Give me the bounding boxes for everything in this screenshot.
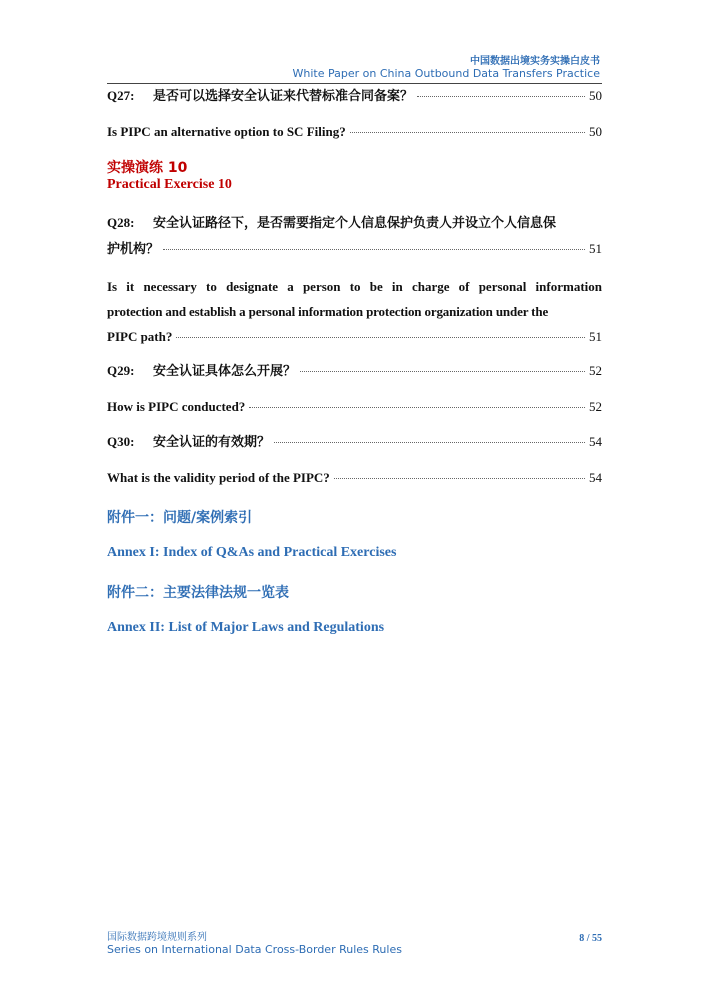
q28-title-en-line3: PIPC path? bbox=[107, 329, 173, 344]
q27-page-en: 50 bbox=[589, 124, 602, 139]
q29-page-cn: 52 bbox=[589, 363, 602, 378]
q30-page-en: 54 bbox=[589, 470, 602, 485]
toc-leader bbox=[334, 478, 585, 479]
q28-title-en-line2: protection and establish a personal information protection organization under the bbox=[107, 304, 549, 319]
exercise-10-title-en[interactable]: Practical Exercise 10 bbox=[107, 177, 232, 192]
annex-1-title-cn[interactable]: 附件一：问题/案例索引 bbox=[107, 510, 253, 526]
q28-number: Q28: bbox=[107, 215, 135, 230]
toc-entry-q29-en[interactable] bbox=[107, 399, 602, 415]
q30-title-cn: 安全认证的有效期？ bbox=[153, 435, 271, 450]
header-divider bbox=[107, 83, 602, 84]
q29-title-en: How is PIPC conducted? bbox=[107, 399, 246, 414]
toc-leader bbox=[176, 337, 585, 338]
toc-entry-q29-cn[interactable] bbox=[107, 363, 602, 380]
toc-entry-q28-en[interactable] bbox=[107, 274, 602, 349]
q27-title-cn: 是否可以选择安全认证来代替标准合同备案？ bbox=[153, 89, 414, 104]
header-title-cn: 中国数据出境实务实操白皮书 bbox=[470, 56, 600, 67]
q29-number: Q29: bbox=[107, 363, 135, 378]
annex-2-title-cn[interactable]: 附件二：主要法律法规一览表 bbox=[107, 585, 289, 601]
annex-2-title-en[interactable]: Annex II: List of Major Laws and Regulations bbox=[107, 620, 385, 635]
q28-title-en-line1: Is it necessary to designate a person to be in charge of personal information bbox=[107, 279, 602, 294]
q29-title-cn: 安全认证具体怎么开展？ bbox=[153, 364, 297, 379]
toc-entry-q28-cn[interactable] bbox=[107, 210, 602, 262]
q27-title-en: Is PIPC an alternative option to SC Filing? bbox=[107, 124, 346, 139]
q30-title-en: What is the validity period of the PIPC? bbox=[107, 470, 330, 485]
q27-page-cn: 50 bbox=[589, 88, 602, 103]
annex-1-title-en[interactable]: Annex I: Index of Q&As and Practical Exercises bbox=[107, 545, 397, 560]
toc-leader bbox=[274, 442, 585, 443]
toc-leader bbox=[300, 371, 585, 372]
q28-title-cn-line1: 安全认证路径下，是否需要指定个人信息保护负责人并设立个人信息保 bbox=[153, 216, 557, 231]
toc-leader bbox=[350, 132, 585, 133]
q30-number: Q30: bbox=[107, 434, 135, 449]
q28-title-cn-line2: 护机构？ bbox=[107, 242, 160, 257]
header-title-en: White Paper on China Outbound Data Transfers Practice bbox=[292, 67, 600, 80]
exercise-10-title-cn[interactable]: 实操演练 10 bbox=[107, 160, 188, 176]
q30-page-cn: 54 bbox=[589, 434, 602, 449]
toc-leader bbox=[417, 96, 585, 97]
footer-series-en: Series on International Data Cross-Border Rules Rules bbox=[107, 943, 402, 956]
footer-page-number: 8 / 55 bbox=[579, 933, 602, 944]
footer-series-cn: 国际数据跨境规则系列 bbox=[107, 932, 207, 943]
q29-page-en: 52 bbox=[589, 399, 602, 414]
toc-entry-q27-cn[interactable] bbox=[107, 88, 602, 105]
toc-leader bbox=[249, 407, 585, 408]
toc-entry-q30-cn[interactable] bbox=[107, 434, 602, 451]
q28-page-en: 51 bbox=[589, 329, 602, 344]
toc-leader bbox=[163, 249, 585, 250]
toc-entry-q30-en[interactable] bbox=[107, 470, 602, 486]
q28-page-cn: 51 bbox=[589, 241, 602, 256]
q27-number: Q27: bbox=[107, 88, 135, 103]
toc-entry-q27-en[interactable] bbox=[107, 124, 602, 140]
